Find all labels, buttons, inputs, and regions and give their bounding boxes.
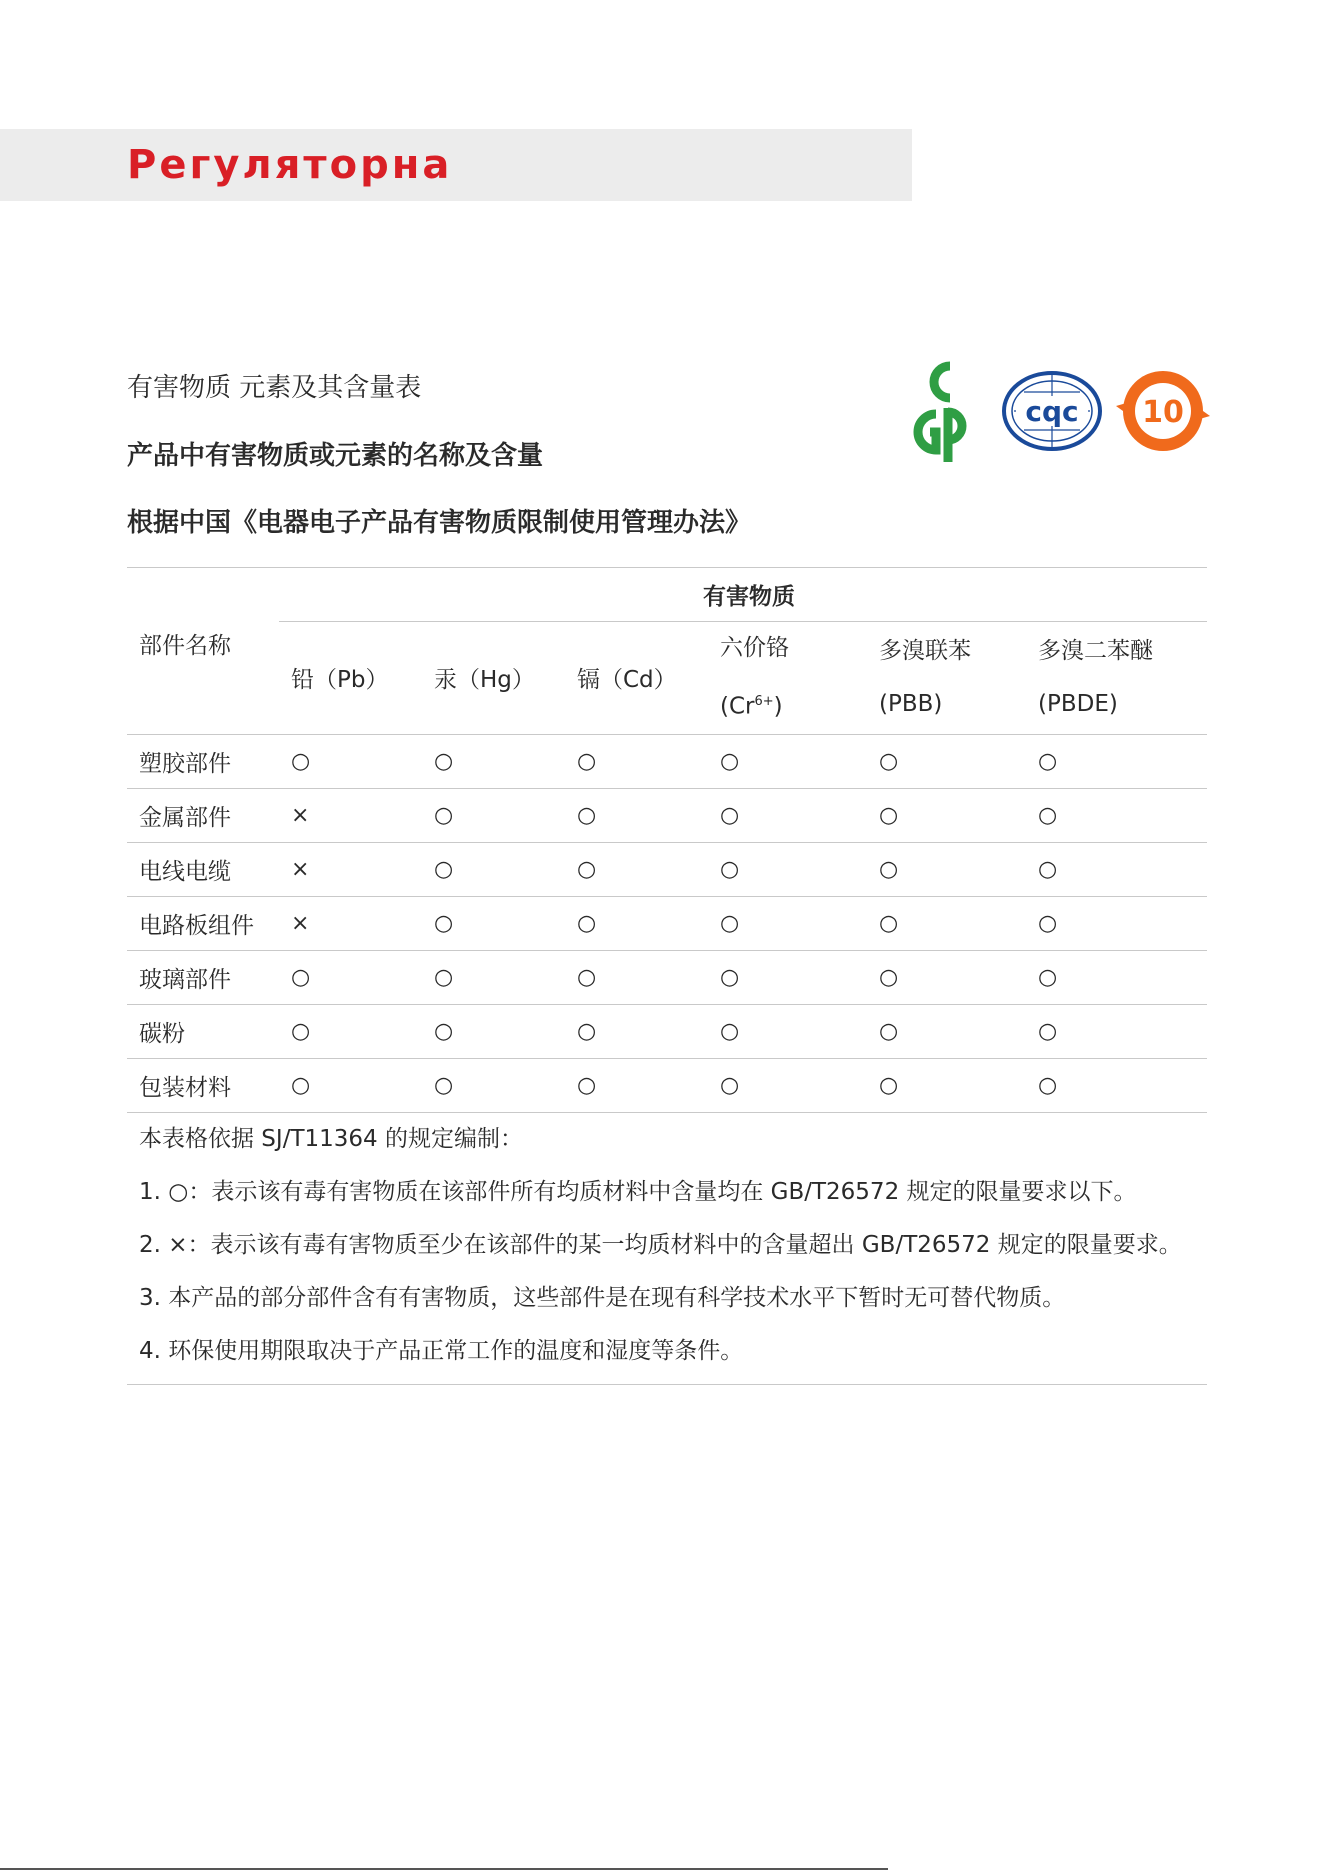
compliance-mark: ○ — [577, 749, 597, 775]
substance-mark-cell — [1026, 734, 1207, 788]
table-row — [127, 842, 1207, 896]
compliance-mark: ○ — [720, 857, 740, 883]
compliance-mark: ○ — [1038, 911, 1058, 937]
certification-logos — [900, 358, 1212, 464]
compliance-mark: ○ — [1038, 965, 1058, 991]
compliance-mark: ○ — [434, 803, 454, 829]
table-row — [127, 1004, 1207, 1058]
substance-mark-cell — [867, 1004, 1026, 1058]
note-4: 4. 环保使用期限取决于产品正常工作的温度和湿度等条件。 — [139, 1337, 744, 1364]
epup-10-logo — [1116, 366, 1210, 456]
compliance-mark: ○ — [720, 965, 740, 991]
compliance-mark: ○ — [720, 749, 740, 775]
substance-mark-cell — [565, 1004, 708, 1058]
heading-hazardous-substances-table: 有害物质 元素及其含量表 — [127, 373, 422, 403]
table-row — [127, 950, 1207, 1004]
substance-mark-cell — [422, 1058, 565, 1112]
table-row — [127, 1058, 1207, 1112]
compliance-mark: ○ — [291, 1019, 311, 1045]
substance-mark-cell — [1026, 842, 1207, 896]
table-row — [127, 734, 1207, 788]
substance-mark-cell — [565, 1058, 708, 1112]
substance-mark-cell — [279, 734, 422, 788]
substance-header-pb: 铅（Pb） — [279, 622, 422, 735]
compliance-mark: ○ — [1038, 1073, 1058, 1099]
substance-mark-cell — [422, 1004, 565, 1058]
compliance-mark: × — [291, 857, 310, 883]
substance-mark-cell — [708, 896, 867, 950]
compliance-mark: × — [291, 911, 310, 937]
substance-mark-cell — [867, 896, 1026, 950]
substance-mark-cell — [1026, 950, 1207, 1004]
compliance-mark: ○ — [720, 1073, 740, 1099]
compliance-mark: ○ — [434, 965, 454, 991]
substance-mark-cell — [565, 734, 708, 788]
substance-mark-cell — [1026, 788, 1207, 842]
page-title: Регуляторна — [127, 142, 453, 188]
substance-mark-cell — [279, 842, 422, 896]
substance-mark-cell — [1026, 896, 1207, 950]
substance-header-pbb: 多溴联苯 (PBB) — [867, 622, 1026, 735]
compliance-mark: ○ — [879, 749, 899, 775]
substance-mark-cell — [422, 842, 565, 896]
part-name-cell: 电路板组件 — [127, 896, 279, 950]
substance-mark-cell — [565, 842, 708, 896]
hazardous-substance-table — [127, 567, 1207, 1113]
substance-mark-cell — [279, 950, 422, 1004]
compliance-mark: ○ — [879, 911, 899, 937]
note-1: 1. ○：表示该有毒有害物质在该部件所有均质材料中含量均在 GB/T26572 规定的限量要求以下。 — [139, 1178, 1137, 1205]
compliance-mark: ○ — [879, 857, 899, 883]
substance-mark-cell — [867, 734, 1026, 788]
compliance-mark: ○ — [434, 1019, 454, 1045]
compliance-mark: ○ — [720, 803, 740, 829]
cqc-logo-text: cqc — [1025, 395, 1079, 428]
hazardous-substance-table-container — [127, 567, 1207, 1385]
compliance-mark: ○ — [720, 911, 740, 937]
epup-10-text: 10 — [1142, 395, 1184, 430]
substance-mark-cell — [867, 788, 1026, 842]
part-name-cell: 包装材料 — [127, 1058, 279, 1112]
compliance-mark: ○ — [577, 965, 597, 991]
substance-mark-cell — [279, 788, 422, 842]
compliance-mark: ○ — [577, 857, 597, 883]
compliance-mark: ○ — [291, 749, 311, 775]
table-row — [127, 896, 1207, 950]
substance-mark-cell — [708, 950, 867, 1004]
gp-logo — [900, 358, 988, 464]
substance-header-hg: 汞（Hg） — [422, 622, 565, 735]
substance-mark-cell — [422, 950, 565, 1004]
compliance-mark: ○ — [1038, 749, 1058, 775]
compliance-mark: ○ — [879, 1073, 899, 1099]
substance-mark-cell — [708, 734, 867, 788]
compliance-mark: × — [291, 803, 310, 829]
substance-mark-cell — [279, 1004, 422, 1058]
substance-mark-cell — [279, 896, 422, 950]
part-name-header: 部件名称 — [127, 568, 279, 735]
heading-regulation-reference: 根据中国《电器电子产品有害物质限制使用管理办法》 — [127, 508, 752, 538]
table-notes — [127, 1113, 1207, 1385]
substance-mark-cell — [867, 1058, 1026, 1112]
substance-mark-cell — [708, 1004, 867, 1058]
compliance-mark: ○ — [434, 749, 454, 775]
compliance-mark: ○ — [577, 803, 597, 829]
compliance-mark: ○ — [1038, 803, 1058, 829]
part-name-cell: 塑胶部件 — [127, 734, 279, 788]
compliance-mark: ○ — [434, 857, 454, 883]
footer-rule — [0, 1868, 888, 1870]
substance-mark-cell — [422, 788, 565, 842]
substance-mark-cell — [708, 1058, 867, 1112]
compliance-mark: ○ — [577, 1019, 597, 1045]
compliance-mark: ○ — [577, 1073, 597, 1099]
substance-mark-cell — [565, 896, 708, 950]
substance-header-row — [127, 622, 1207, 735]
part-name-cell: 金属部件 — [127, 788, 279, 842]
cqc-logo — [1000, 368, 1104, 454]
substance-mark-cell — [1026, 1058, 1207, 1112]
substance-mark-cell — [279, 1058, 422, 1112]
compliance-mark: ○ — [879, 803, 899, 829]
compliance-mark: ○ — [577, 911, 597, 937]
part-name-cell: 玻璃部件 — [127, 950, 279, 1004]
substance-mark-cell — [708, 788, 867, 842]
substance-header-cr6: 六价铬 $(Cr^{6+})$ — [708, 622, 867, 735]
compliance-mark: ○ — [291, 1073, 311, 1099]
note-2: 2. ×：表示该有毒有害物质至少在该部件的某一均质材料中的含量超出 GB/T26572 规定的限量要求。 — [139, 1231, 1182, 1258]
substance-header-pbde: 多溴二苯醚 (PBDE) — [1026, 622, 1207, 735]
substance-header-cd: 镉（Cd） — [565, 622, 708, 735]
substance-mark-cell — [565, 788, 708, 842]
heading-substance-names-content: 产品中有害物质或元素的名称及含量 — [127, 441, 544, 471]
substance-mark-cell — [422, 734, 565, 788]
hazardous-substances-header: 有害物质 — [279, 568, 1207, 622]
note-intro: 本表格依据 SJ/T11364 的规定编制： — [139, 1125, 523, 1152]
compliance-mark: ○ — [1038, 857, 1058, 883]
part-name-cell: 碳粉 — [127, 1004, 279, 1058]
table-row — [127, 788, 1207, 842]
substance-mark-cell — [565, 950, 708, 1004]
note-3: 3. 本产品的部分部件含有有害物质，这些部件是在现有科学技术水平下暂时无可替代物质。 — [139, 1284, 1066, 1311]
substance-mark-cell — [867, 842, 1026, 896]
substance-mark-cell — [422, 896, 565, 950]
compliance-mark: ○ — [720, 1019, 740, 1045]
compliance-mark: ○ — [1038, 1019, 1058, 1045]
part-name-cell: 电线电缆 — [127, 842, 279, 896]
compliance-mark: ○ — [434, 1073, 454, 1099]
substance-mark-cell — [867, 950, 1026, 1004]
substance-mark-cell — [1026, 1004, 1207, 1058]
compliance-mark: ○ — [291, 965, 311, 991]
compliance-mark: ○ — [879, 1019, 899, 1045]
compliance-mark: ○ — [879, 965, 899, 991]
substance-mark-cell — [708, 842, 867, 896]
compliance-mark: ○ — [434, 911, 454, 937]
